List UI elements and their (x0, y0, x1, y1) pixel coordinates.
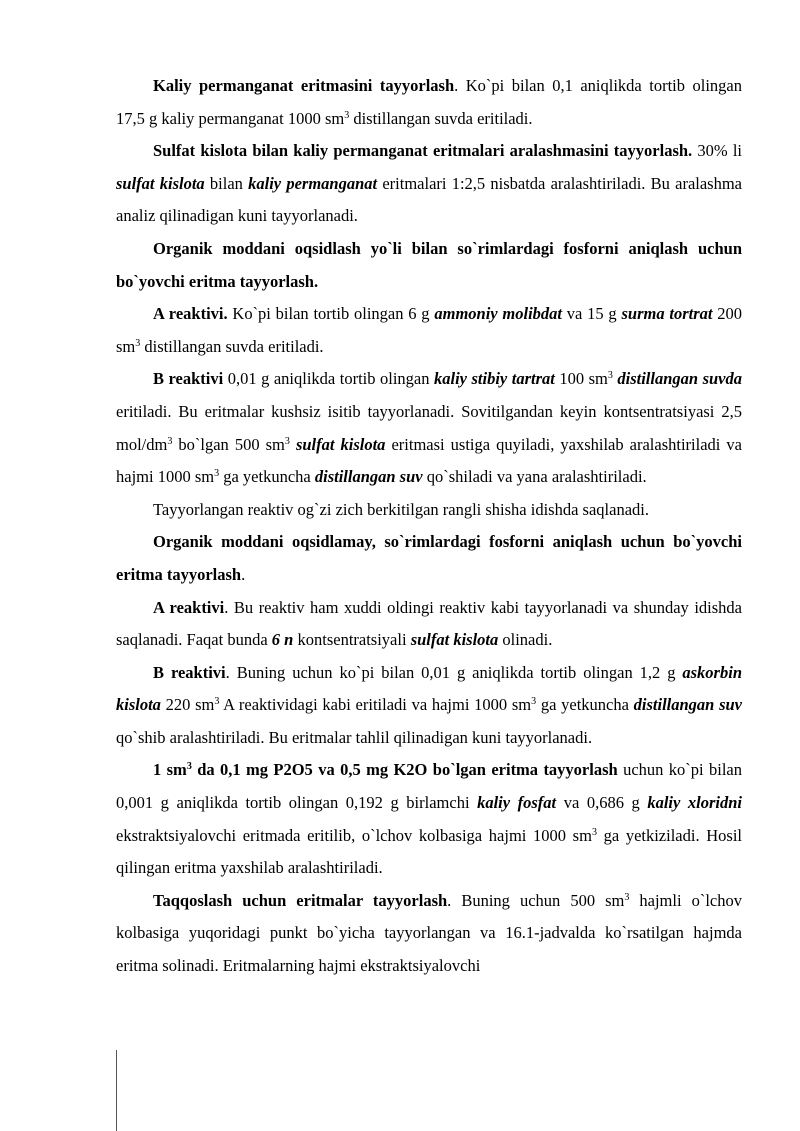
paragraph-kmno4 (116, 70, 742, 135)
paragraph-reagent-b-2 (116, 657, 742, 755)
heading-acid-mixture: Sulfat kislota bilan kaliy permanganat eritmalari aralashmasini tayyorlash. (153, 141, 693, 161)
margin-line (116, 1050, 117, 1131)
term: kaliy fosfat (477, 793, 557, 813)
paragraph-text: 220 sm (160, 695, 215, 715)
paragraph-text: qo`shib aralashtiriladi. Bu eritmalar tahlil qilinadigan kuni tayyorlanadi. (116, 727, 593, 747)
term: kaliy xloridni (647, 793, 742, 813)
term: kaliy stibiy tartrat (434, 369, 555, 389)
superscript: 3 (344, 109, 350, 121)
paragraph-reagent-a (116, 298, 742, 363)
heading-reagent-a-2: A reaktivi (153, 597, 225, 617)
term: distillangan suv (314, 467, 423, 487)
superscript: 3 (607, 370, 613, 382)
paragraph-heading-oxidation (116, 233, 742, 298)
paragraph-text: eritiladi. Bu eritmalar kushsiz isitib tayyorlanadi. Sovitilgandan keyin kontsentratsiyasi 2,5 mol/dm (116, 401, 742, 454)
superscript: 3 (167, 435, 173, 447)
paragraph-text: distillangan suvda eritiladi. (349, 108, 533, 128)
heading-reagent-a: A reaktivi. (153, 304, 228, 324)
paragraph-text: 30% li (692, 141, 742, 161)
paragraph-text: . (241, 564, 246, 584)
term: sulfat kislota (295, 434, 386, 454)
paragraph-text: Tayyorlangan reaktiv og`zi zich berkitilgan rangli shisha idishda saqlanadi. (153, 499, 649, 519)
term: 6 n (271, 630, 294, 650)
heading-standard-solution (153, 760, 618, 779)
term: ammoniy molibdat (434, 304, 562, 324)
term: surma tortrat (621, 304, 713, 324)
paragraph-acid-mixture (116, 135, 742, 233)
paragraph-text: 100 sm (554, 369, 608, 389)
paragraph-text: 200 sm (116, 304, 743, 356)
heading-kmno4: Kaliy permanganat eritmasini tayyorlash (153, 76, 455, 95)
superscript: 3 (531, 696, 537, 708)
superscript: 3 (135, 337, 141, 349)
paragraph-text: bilan (204, 173, 249, 193)
superscript: 3 (624, 891, 630, 903)
heading-part: 1 sm (153, 760, 187, 780)
term: sulfat kislota (116, 173, 205, 193)
superscript: 3 (214, 468, 220, 480)
heading-comparison-solutions: Taqqoslash uchun eritmalar tayyorlash (153, 890, 448, 910)
paragraph-reagent-a-2 (116, 592, 742, 657)
paragraph-text: . Buning uchun 500 sm (447, 890, 625, 910)
paragraph-text: kontsentratsiyali (293, 630, 411, 650)
paragraph-heading-no-oxidation (116, 526, 742, 591)
paragraph-storage (116, 494, 742, 527)
superscript: 3 (284, 435, 290, 447)
paragraph-text: distillangan suvda eritiladi. (140, 336, 324, 356)
heading-no-oxidation: Organik moddani oqsidlamay, so`rimlardagi fosforni aniqlash uchun bo`yovchi eritma tayyorlash (116, 532, 742, 584)
term: askorbin kislota (116, 662, 742, 715)
paragraph-text: bo`lgan 500 sm (172, 434, 285, 454)
document-body (116, 70, 742, 983)
heading-reagent-b: B reaktivi (153, 369, 224, 389)
paragraph-text: va 0,686 g (556, 793, 648, 813)
paragraph-text: eritmasi ustiga quyiladi, yaxshilab aralashtiriladi va hajmi 1000 sm (116, 434, 742, 487)
paragraph-text: ekstraktsiyalovchi eritmada eritilib, o`lchov kolbasiga hajmi 1000 sm (116, 825, 592, 845)
heading-reagent-b-2: B reaktivi (153, 662, 226, 682)
superscript: 3 (186, 761, 192, 773)
paragraph-text: uchun ko`pi bilan 0,001 g aniqlikda tortib olingan 0,192 g birlamchi (116, 760, 743, 813)
paragraph-text: . Buning uchun ko`pi bilan 0,01 g aniqlikda tortib olingan 1,2 g (225, 662, 683, 682)
term: distillangan suvda (617, 369, 742, 389)
paragraph-standard-solution (116, 754, 742, 884)
paragraph-text: . Bu reaktiv ham xuddi oldingi reaktiv kabi tayyorlanadi va shunday idishda saqlanadi. Faqat bunda (116, 597, 742, 650)
paragraph-text: 0,01 g aniqlikda tortib olingan (223, 369, 434, 389)
paragraph-text: ga yetkuncha (219, 467, 315, 487)
paragraph-text: olinadi. (498, 630, 553, 650)
paragraph-reagent-b (116, 363, 742, 493)
heading-part: da 0,1 mg P2O5 va 0,5 mg K2O bo`lgan eritma tayyorlash (191, 760, 618, 780)
paragraph-text: va 15 g (562, 304, 622, 324)
paragraph-text: ga yetkuncha (536, 695, 634, 715)
paragraph-text: Ko`pi bilan tortib olingan 6 g (227, 304, 435, 324)
heading-oxidation: Organik moddani oqsidlash yo`li bilan so`rimlardagi fosforni aniqlash uchun bo`yovchi eritma tayyorlash. (116, 238, 742, 291)
paragraph-text: qo`shiladi va yana aralashtiriladi. (422, 467, 647, 487)
paragraph-text: eritmalari 1:2,5 nisbatda aralashtiriladi. Bu aralashma analiz qilinadigan kuni tayyorlanadi. (116, 173, 743, 226)
superscript: 3 (214, 696, 220, 708)
paragraph-text: . Ko`pi bilan 0,1 aniqlikda tortib olingan 17,5 g kaliy permanganat 1000 sm (116, 76, 742, 128)
superscript: 3 (591, 826, 597, 838)
paragraph-text: A reaktividagi kabi eritiladi va hajmi 1000 sm (219, 695, 532, 715)
paragraph-text: hajmli o`lchov kolbasiga yuqoridagi punkt bo`yicha tayyorlangan va 16.1-jadvalda ko`rsatilgan hajmda eritma solinadi. Eritmalarning hajmi ekstraktsiyalovchi (116, 890, 742, 976)
term: distillangan suv (633, 695, 742, 715)
paragraph-comparison-solutions (116, 885, 742, 983)
term: kaliy permanganat (248, 173, 378, 193)
term: sulfat kislota (410, 630, 499, 650)
paragraph-text: ga yetkiziladi. Hosil qilingan eritma yaxshilab aralashtiriladi. (116, 825, 742, 878)
